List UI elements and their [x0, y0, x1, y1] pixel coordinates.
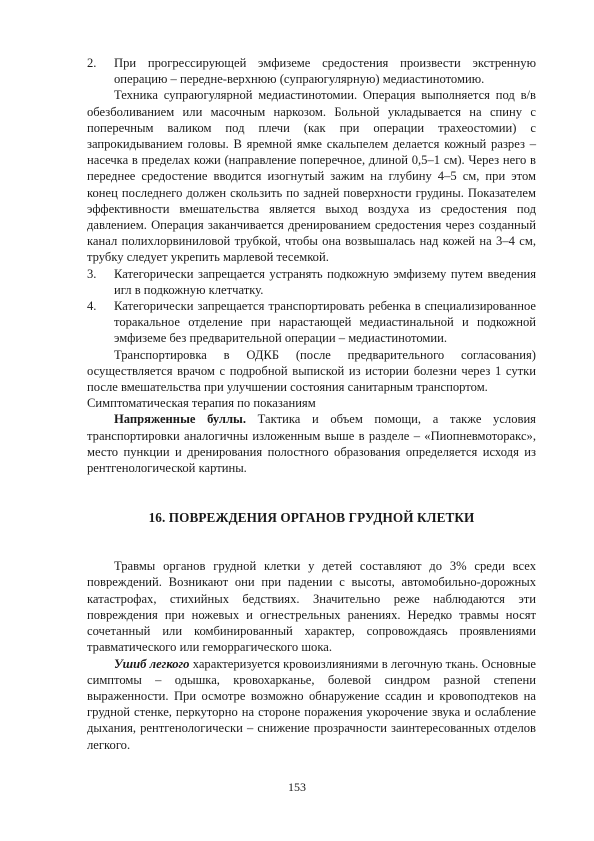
lung-contusion-term: Ушиб легкого [114, 656, 190, 671]
section-heading: 16. ПОВРЕЖДЕНИЯ ОРГАНОВ ГРУДНОЙ КЛЕТКИ [148, 510, 475, 526]
symptomatic-therapy-line: Симптоматическая терапия по показаниям [87, 396, 316, 411]
bullae-text: Тактика и объем помощи, а также условия транспортировки аналогичны изложенным выше в разделе – «Пиопневмоторакс», место пункции и дренирования полостного образования определяется исходя из рентгенологической картины. [87, 412, 536, 476]
list-item-4 [87, 298, 536, 347]
lung-contusion-paragraph [87, 656, 536, 753]
transport-paragraph: Транспортировка в ОДКБ (после предварительного согласования) осуществляется врачом с подробной выпиской из истории болезни через 1 сутки после вмешательства при улучшении состояния санитарным транспортом. [87, 347, 536, 395]
list-number: 3. [87, 266, 97, 281]
lung-contusion-text: характеризуется кровоизлияниями в легочную ткань. Основные симптомы – одышка, кровохарканье, болевой синдром разной степени выраженности. При осмотре возможно обнаружение ссадин и кровоподтеков на грудной стенке, перкуторно на стороне поражения укорочение звука и ослабление дыхания, рентгенологически – снижение прозрачности заинтересованных отделов легкого. [87, 656, 536, 752]
list-text: Категорически запрещается транспортировать ребенка в специализированное торакальное отделение при нарастающей медиастинальной и подкожной эмфиземе без предварительной операции – медиастинотомии. [114, 299, 536, 346]
list-text: Категорически запрещается устранять подкожную эмфизему путем введения игл в подкожную клетчатку. [114, 266, 536, 297]
technique-paragraph: Техника супраюгулярной медиастинотомии. Операция выполняется под в/в обезболиванием или масочным наркозом. Больной укладывается на спину с поперечным валиком под плечи (как при операции трахеостомии) с запрокидыванием головы. В яремной ямке скальпелем делается кожный разрез – насечка в пределах кожи (направление поперечное, длиной 0,5–1 см). Через него в переднее средостение вводится изогнутый зажим на глубину 4–5 см, при этом конец последнего должен скользить по задней поверхности грудины. Показателем эффективности вмешательства является выход воздуха из средостения под давлением. Операция заканчивается дренированием средостения через созданный канал полихлорвиниловой трубкой, чтобы она возвышалась над кожей на 3–4 см, трубку следует укрепить марлевой тесемкой. [87, 88, 536, 265]
list-number: 4. [87, 299, 97, 314]
trauma-paragraph: Травмы органов грудной клетки у детей составляют до 3% среди всех повреждений. Возникают они при падении с высоты, автомобильно-дорожных катастрофах, стихийных бедствиях. Значительно реже наблюдаются эти повреждения при ножевых и огнестрельных ранениях. Нередко травмы носят сочетанный или комбинированный характер, сопровождаясь проявлениями травматического или геморрагического шока. [87, 559, 536, 655]
bullae-paragraph [87, 411, 536, 476]
list-number: 2. [87, 56, 97, 70]
list-item-2 [87, 55, 536, 87]
list-item-3 [87, 266, 536, 298]
page-number: 153 [288, 780, 306, 794]
bullae-term: Напряженные буллы. [114, 412, 247, 427]
list-text: При прогрессирующей эмфиземе средостения произвести экстренную операцию – передне-верхнюю (супраюгулярную) медиастинотомию. [114, 56, 536, 87]
